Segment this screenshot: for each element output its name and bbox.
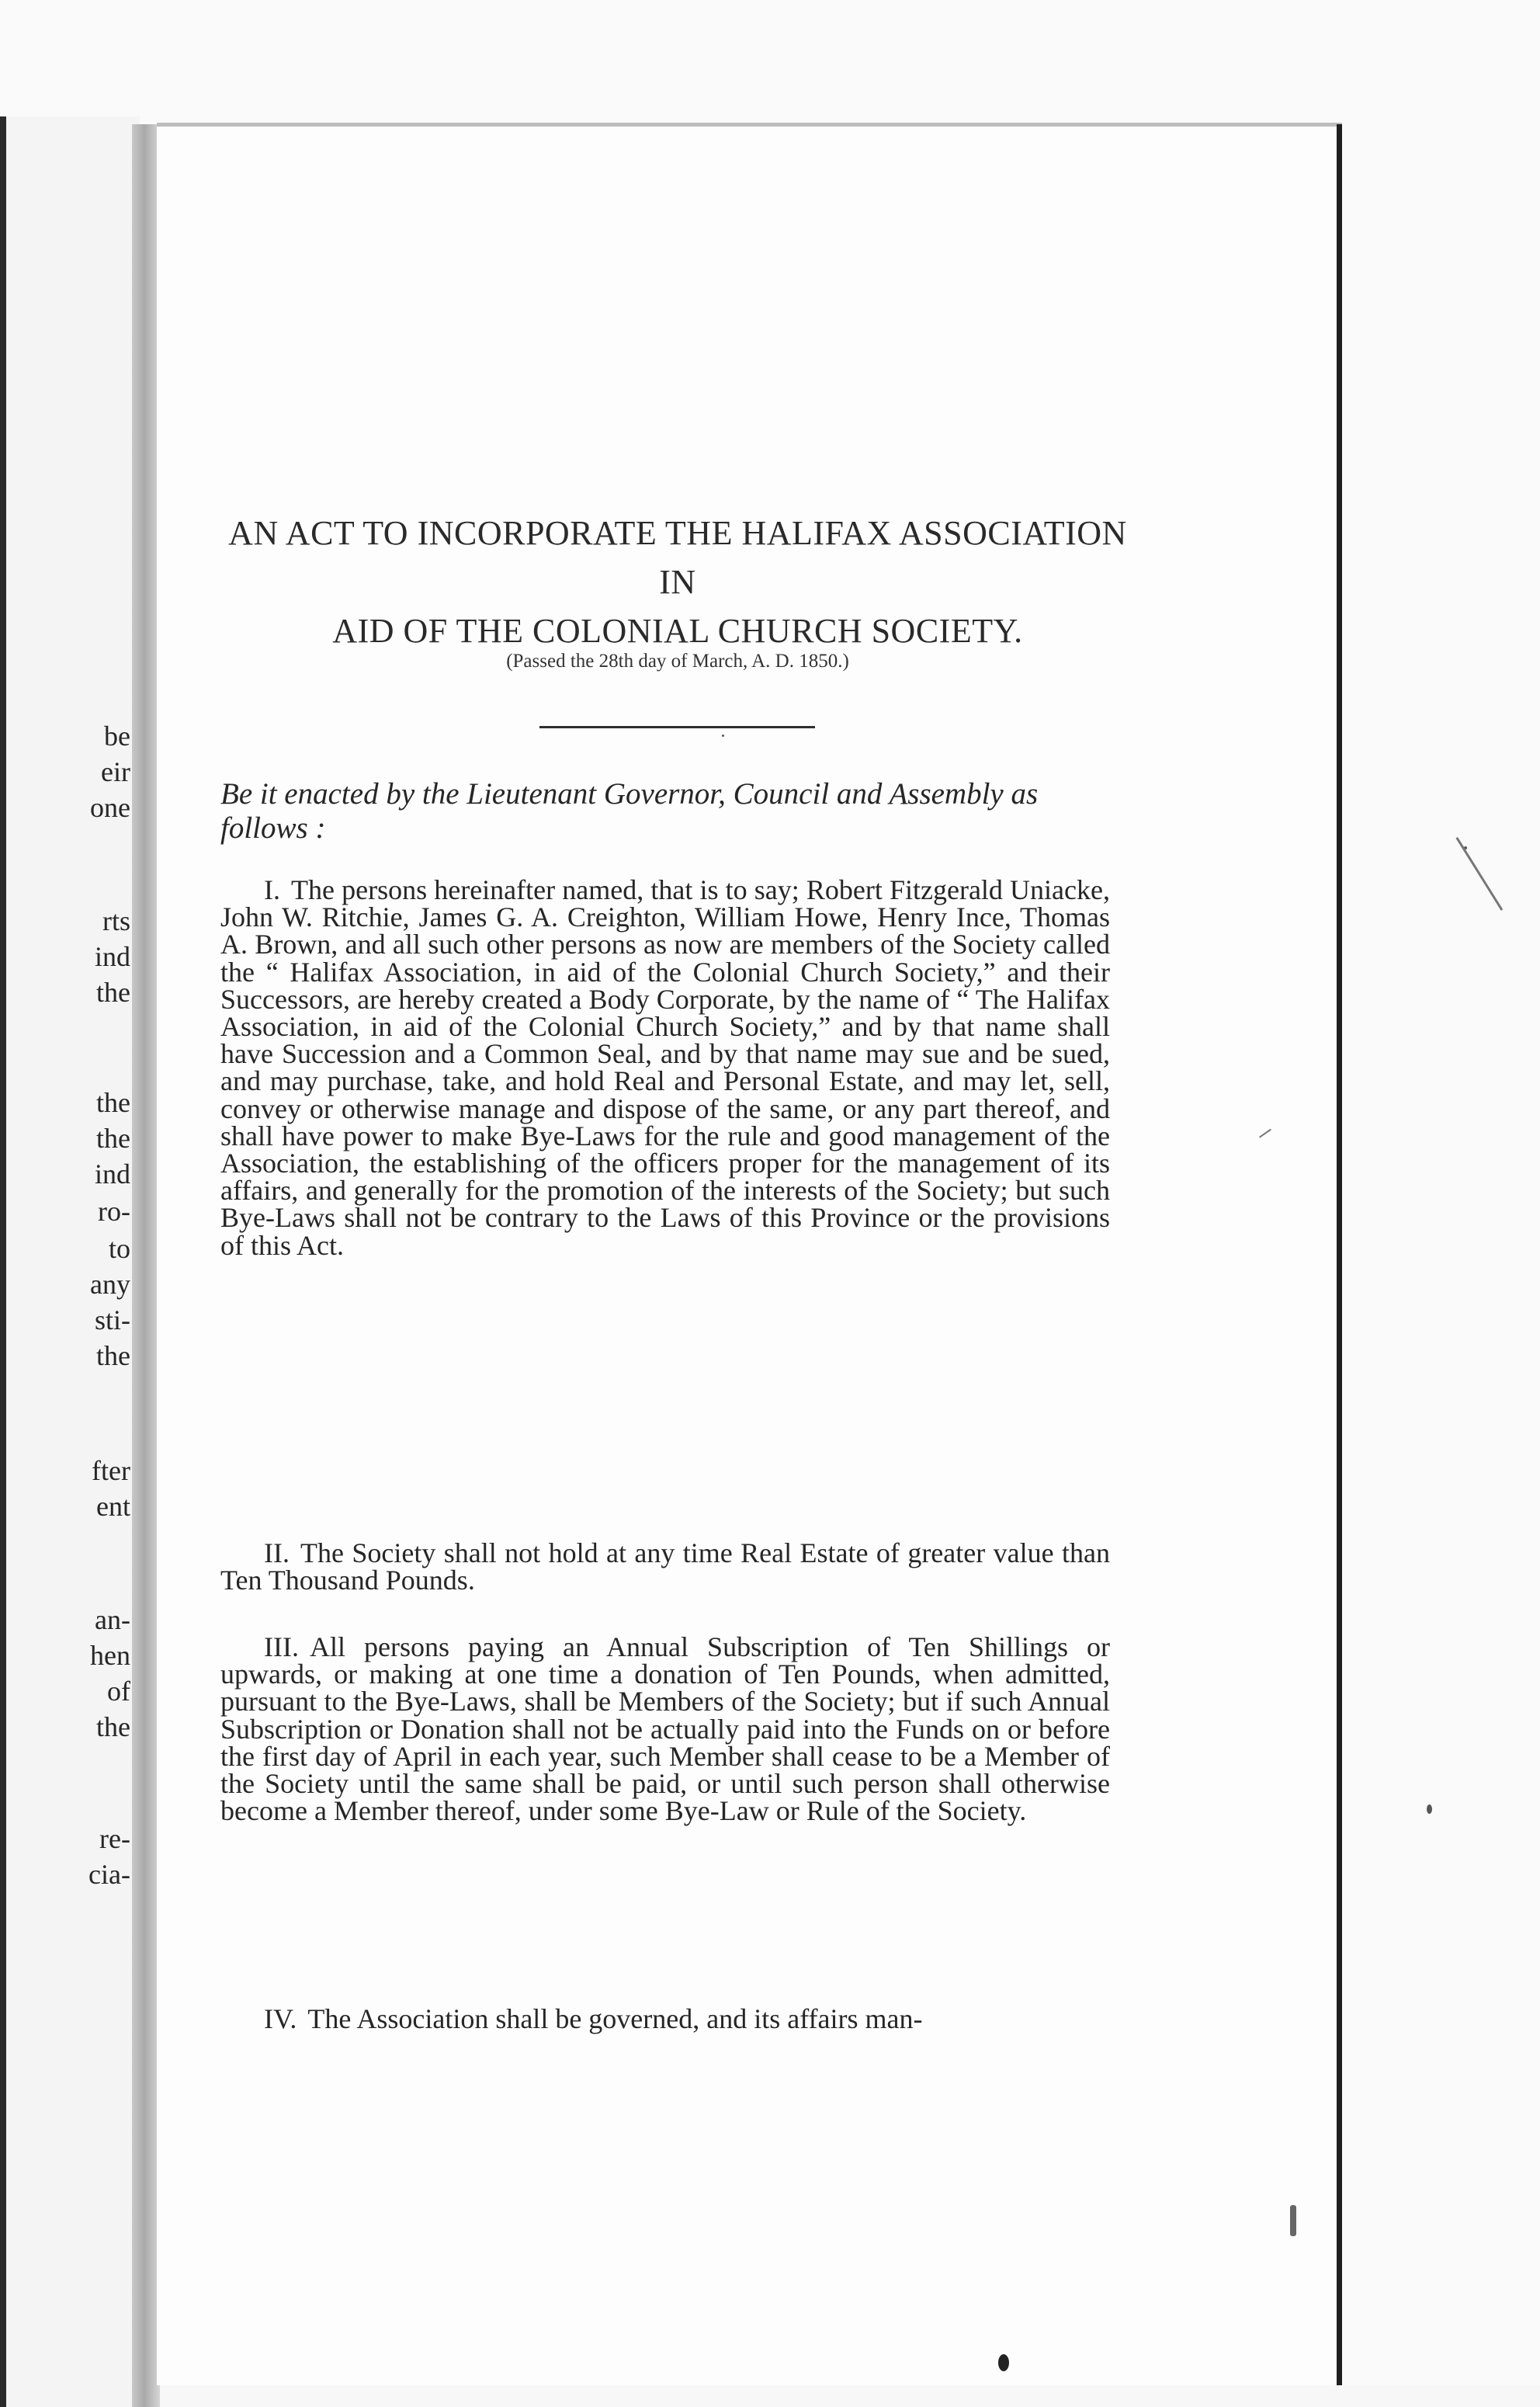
fragment-text: sti- xyxy=(94,1304,130,1335)
section-text: The Association shall be governed, and its affairs man- xyxy=(307,2003,923,2034)
fragment-text: any xyxy=(90,1269,130,1300)
section-numeral: II. xyxy=(264,1537,290,1568)
act-title-line: AID OF THE COLONIAL CHURCH SOCIETY. xyxy=(332,612,1023,650)
book-gutter xyxy=(132,124,160,2407)
left-page-edge xyxy=(0,116,6,2407)
fragment-text: the xyxy=(96,1123,130,1154)
left-page-fragments xyxy=(6,721,130,1890)
fragment-text: fter xyxy=(92,1455,130,1486)
enacting-clause: Be it enacted by the Lieutenant Governor, Council and Assembly as follows : xyxy=(220,777,1039,845)
page-top-edge xyxy=(157,123,1342,127)
fragment-text: ro- xyxy=(98,1196,130,1227)
section-text: The Society shall not hold at any time Real Estate of greater value than Ten Thousand Pounds. xyxy=(220,1537,1110,1596)
fragment-text: one xyxy=(90,792,130,823)
fragment-text: an- xyxy=(95,1604,130,1635)
fragment-text: eir xyxy=(101,756,130,787)
section-numeral: IV. xyxy=(264,2003,297,2034)
fragment-text: ent xyxy=(96,1491,130,1522)
act-title-line: AN ACT TO INCORPORATE THE HALIFAX ASSOCIATION IN xyxy=(228,514,1127,601)
scan-speck xyxy=(998,2354,1009,2371)
fragment-text: of xyxy=(107,1676,130,1707)
section-3 xyxy=(220,1631,1110,1827)
fragment-text: cia- xyxy=(88,1859,130,1890)
fragment-text: the xyxy=(96,977,130,1008)
scan-speck xyxy=(1427,1804,1432,1814)
fragment-text: to xyxy=(108,1233,130,1264)
section-numeral: III. xyxy=(264,1631,299,1662)
scan-speck xyxy=(1290,2205,1296,2236)
fragment-text: the xyxy=(96,1711,130,1742)
fragment-text: re- xyxy=(99,1823,130,1854)
fragment-text: the xyxy=(96,1340,130,1371)
passed-date: (Passed the 28th day of March, A. D. 1850.) xyxy=(506,651,849,672)
fragment-text: ind xyxy=(94,941,130,972)
title-rule xyxy=(539,726,815,728)
section-2 xyxy=(220,1537,1110,1596)
act-title xyxy=(222,509,1133,655)
fragment-text: ind xyxy=(94,1158,130,1190)
section-1 xyxy=(220,874,1110,1261)
fragment-text: be xyxy=(104,721,130,752)
section-numeral: I. xyxy=(264,874,280,905)
section-text: All persons paying an Annual Subscription of Ten Shillings or upwards, or making at one time a donation of Ten Pounds, when admitted, pursuant to the Bye-Laws, shall be Members of the Society; but if such Annual Subscription or Donation shall not be actually paid into the Funds on or before the first day of April in each year, such Member shall cease to be a Member of the Society until the same shall be paid, or until such person shall otherwise become a Member thereof, under some Bye-Law or Rule of the Society. xyxy=(220,1631,1110,1827)
section-text: The persons hereinafter named, that is to say; Robert Fitzgerald Uniacke, John W. Ritchie, James G. A. Creighton, William Howe, Henry Ince, Thomas A. Brown, and all such other persons as now are members of the Society called the “ Halifax Association, in aid of the Colonial Church Society,” and their Successors, are hereby created a Body Corporate, by the name of “ The Halifax Association, in aid of the Colonial Church Society,” and by that name shall have Succession and a Common Seal, and by that name may sue and be sued, and may purchase, take, and hold Real and Personal Estate, and may let, sell, convey or otherwise manage and dispose of the same, or any part thereof, and shall have power to make Bye-Laws for the rule and good management of the Association, the establishing of the officers proper for the management of its affairs, and generally for the promotion of the interests of the Society; but such Bye-Laws shall not be contrary to the Laws of this Province or the provisions of this Act. xyxy=(220,874,1110,1261)
fragment-text: rts xyxy=(102,905,130,936)
page-right-edge xyxy=(1337,124,1342,2385)
section-4 xyxy=(220,2003,1110,2034)
fragment-text: the xyxy=(96,1087,130,1118)
scan-speck xyxy=(722,735,724,737)
fragment-text: hen xyxy=(90,1640,130,1671)
